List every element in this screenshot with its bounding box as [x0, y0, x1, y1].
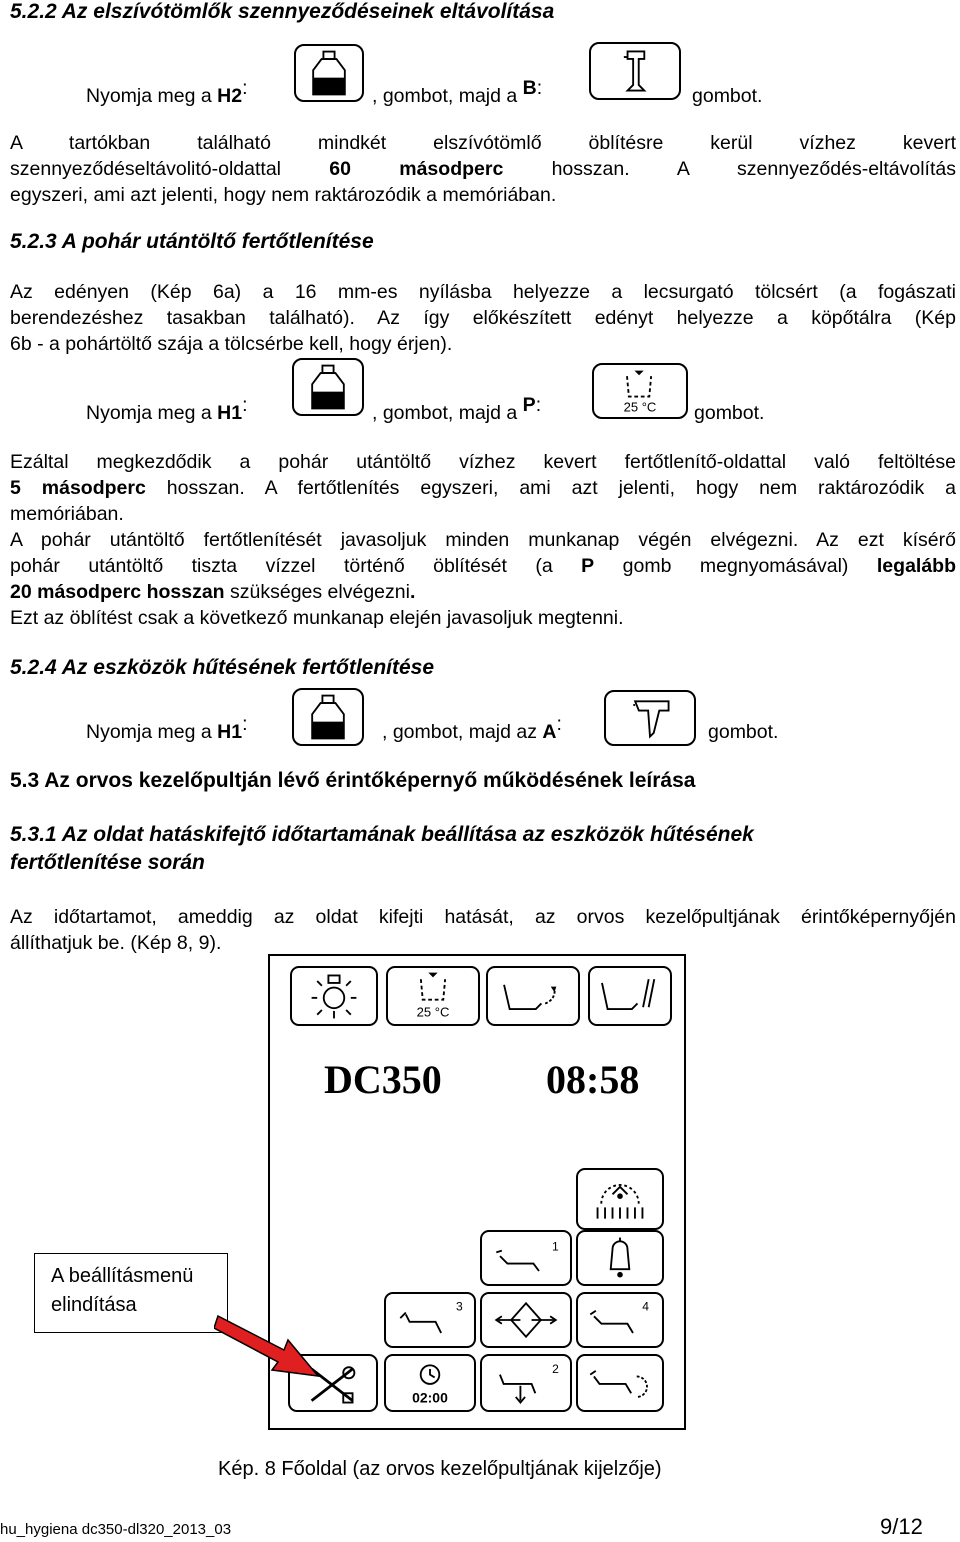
chair-position-2-key[interactable]: [480, 1354, 572, 1412]
section-heading-5-3-1-line2: fertőtlenítése során: [10, 851, 205, 874]
chair-position-icon: [482, 1294, 570, 1346]
instruction-mid-5-2-4: , gombot, majd az A:: [382, 713, 562, 743]
lamp-key[interactable]: [290, 966, 378, 1026]
operating-light-key[interactable]: [576, 1168, 664, 1230]
callout-line2: elindítása: [51, 1294, 137, 1316]
instruction-end-5-2-2: gombot.: [692, 85, 763, 107]
bottle-icon: [294, 360, 362, 414]
svg-text:02:00: 02:00: [412, 1389, 448, 1406]
timer-icon: [386, 1356, 474, 1410]
chair-position-icon: [590, 968, 670, 1024]
cup-fill-icon: [388, 968, 478, 1024]
para-5-2-2-line3: egyszeri, ami azt jelenti, hogy nem raktározódik a memóriában.: [10, 184, 557, 206]
para-5-2-3-p3-line1: A pohár utántöltő fertőtlenítését javasoljuk minden munkanap végén elvégezni. Az ezt kísérő: [10, 529, 956, 551]
cup-fill-icon: [594, 365, 686, 417]
instruction-line-5-2-3: Nyomja meg a H1:: [86, 394, 248, 424]
svg-text:1: 1: [552, 1239, 559, 1254]
callout-line1: A beállításmenü: [51, 1265, 194, 1287]
svg-text:3: 3: [456, 1299, 463, 1314]
rinse-position-key[interactable]: [480, 1292, 572, 1348]
svg-text:25 °C: 25 °C: [416, 1004, 450, 1020]
cup-fill-key[interactable]: [386, 966, 480, 1026]
clock-time: 08:58: [546, 1057, 640, 1102]
instruction-line-5-2-2: Nyomja meg a H2:: [86, 77, 248, 107]
a-button[interactable]: [604, 690, 696, 746]
lamp-icon: [292, 968, 376, 1024]
para-5-3-1-line1: Az időtartamot, ameddig az oldat kifejti hatását, az orvos kezelőpultjának érintőképernyőjén: [10, 906, 956, 928]
instruction-end-5-2-4: gombot.: [708, 721, 779, 743]
figure-caption: Kép. 8 Főoldal (az orvos kezelőpultjának kijelzője): [218, 1458, 662, 1480]
section-heading-5-3-1-line1: 5.3.1 Az oldat hatáskifejtő időtartamának beállítása az eszközök hűtésének: [10, 823, 754, 846]
para-5-2-3-line1: Az edényen (Kép 6a) a 16 mm-es nyílásba helyezze a lecsurgató tölcsért (a fogászati: [10, 281, 956, 303]
lamp-icon: [578, 1170, 662, 1228]
para-5-3-1-line2: állíthatjuk be. (Kép 8, 9).: [10, 932, 222, 954]
p-button[interactable]: [592, 363, 688, 419]
chair-position-4-key[interactable]: [576, 1292, 664, 1348]
callout-box: [34, 1253, 228, 1333]
para-5-2-3-p2-line1: Ezáltal megkezdődik a pohár utántöltő vízhez kevert fertőtlenítő-oldattal való feltöltése: [10, 451, 956, 473]
section-heading-5-3: 5.3 Az orvos kezelőpultján lévő érintőképernyő működésének leírása: [10, 769, 696, 792]
para-5-2-2-line1: A tartókban található mindkét elszívótömlő öblítésre kerül vízhez kevert: [10, 132, 956, 154]
chair-position-key-a[interactable]: [486, 966, 580, 1026]
chair-position-icon: [482, 1232, 570, 1284]
timer-key[interactable]: [384, 1354, 476, 1412]
para-5-2-3-p3-line3: 20 másodperc hosszan szükséges elvégezni.: [10, 581, 416, 603]
svg-text:4: 4: [642, 1299, 650, 1314]
touchscreen-display: [268, 954, 686, 1430]
svg-text:25 °C: 25 °C: [623, 399, 657, 415]
instruction-line-5-2-4: Nyomja meg a H1:: [86, 713, 248, 743]
h1-button[interactable]: [292, 358, 364, 416]
chair-position-icon: [482, 1356, 570, 1410]
red-arrow: [214, 1306, 324, 1386]
h2-button[interactable]: [294, 44, 364, 102]
chair-position-icon: [578, 1356, 662, 1410]
para-5-2-3-line3: 6b - a pohártöltő szája a tölcsérbe kell, hogy érjen).: [10, 333, 453, 355]
chair-position-1-key[interactable]: [480, 1230, 572, 1286]
chair-position-icon: [488, 968, 578, 1024]
para-5-2-3-p3-line2: pohár utántöltő tiszta vízzel történő öblítését (a P gomb megnyomásával) legalább: [10, 555, 956, 577]
chair-return-key[interactable]: [576, 1354, 664, 1412]
instrument-icon: [606, 692, 694, 744]
bell-key[interactable]: [576, 1230, 664, 1286]
model-label: DC350: [324, 1057, 442, 1102]
instruction-end-5-2-3: gombot.: [694, 402, 765, 424]
chair-position-icon: [386, 1294, 474, 1346]
footer-document-id: hu_hygiena dc350-dl320_2013_03: [0, 1521, 232, 1538]
b-button[interactable]: [589, 42, 681, 100]
section-heading-5-2-2: 5.2.2 Az elszívótömlők szennyeződéseinek eltávolítása: [10, 0, 555, 23]
para-5-2-3-p2-line3: memóriában.: [10, 503, 124, 525]
para-5-2-2-line2: szennyeződéseltávolitó-oldattal 60 másodperc hosszan. A szennyeződés-eltávolítás: [10, 158, 956, 180]
chair-position-key-b[interactable]: [588, 966, 672, 1026]
section-heading-5-2-4: 5.2.4 Az eszközök hűtésének fertőtlenítése: [10, 656, 435, 679]
para-5-2-3-line2: berendezéshez tasakban található). Az így előkészített edényt helyezze a köpőtálra (Kép: [10, 307, 956, 329]
svg-text:2: 2: [552, 1361, 559, 1376]
bell-icon: [578, 1232, 662, 1284]
suction-hose-icon: [591, 44, 679, 98]
bottle-icon: [294, 690, 362, 744]
para-5-2-3-p2-line2: 5 másodperc hosszan. A fertőtlenítés egyszeri, ami azt jelenti, hogy nem raktározódik a: [10, 477, 956, 499]
para-5-2-3-p4: Ezt az öblítést csak a következő munkanap elején javasoljuk megtenni.: [10, 607, 624, 629]
instruction-mid-5-2-2: , gombot, majd a B:: [372, 77, 543, 107]
section-heading-5-2-3: 5.2.3 A pohár utántöltő fertőtlenítése: [10, 230, 374, 253]
bottle-icon: [296, 46, 362, 100]
page-number: 9/12: [880, 1514, 923, 1539]
chair-position-3-key[interactable]: [384, 1292, 476, 1348]
instruction-mid-5-2-3: , gombot, majd a P:: [372, 394, 542, 424]
chair-position-icon: [578, 1294, 662, 1346]
h1-button-cooling[interactable]: [292, 688, 364, 746]
